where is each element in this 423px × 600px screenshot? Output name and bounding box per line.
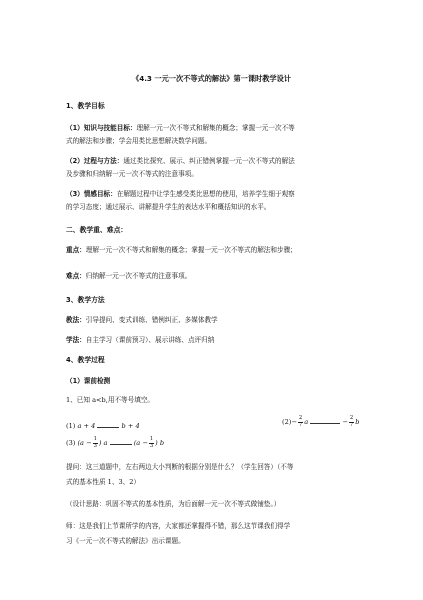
section-4-heading: 4、教学过程 bbox=[66, 356, 105, 364]
exercise-2 bbox=[282, 416, 359, 428]
fraction-denominator: 3 bbox=[93, 442, 97, 449]
teaching-method-text: 引导提问、变式训练、错例纠正、多媒体教学 bbox=[85, 316, 218, 324]
exercise-3-left-open: (a − bbox=[77, 439, 92, 447]
section-1-heading: 1、教学目标 bbox=[66, 102, 105, 110]
fraction-denominator: 7 bbox=[349, 421, 354, 428]
exercise-2-fraction-right bbox=[349, 416, 354, 428]
key-point-text: 理解一元一次不等式和解集的概念；掌握一元一次不等式的解法和步骤； bbox=[85, 246, 297, 254]
exercise-3-left-close: ) a bbox=[98, 439, 108, 447]
fraction-numerator: 2 bbox=[298, 415, 303, 421]
objective-3-line-1 bbox=[66, 190, 295, 199]
difficulty-label: 难点： bbox=[66, 272, 86, 280]
section-2-heading: 二、教学重、难点： bbox=[66, 226, 128, 234]
fraction-numerator: 1 bbox=[149, 436, 154, 442]
exercise-2-blank bbox=[310, 416, 340, 424]
key-point-line bbox=[66, 246, 297, 255]
learning-method-label: 学法： bbox=[66, 336, 86, 344]
fraction-numerator: 1 bbox=[93, 436, 97, 442]
exercise-3-fraction-left bbox=[93, 437, 98, 449]
learning-method-line bbox=[66, 336, 214, 345]
objective-3-text-a: 在解题过程中让学生感受类比思想的使用，培养学生细于观察 bbox=[116, 190, 295, 198]
exercise-3-number: (3) bbox=[66, 439, 76, 447]
exercise-3-right-open: (a − bbox=[133, 439, 148, 447]
objective-1-line-1 bbox=[66, 124, 295, 133]
question-1: 1、已知 a<b,用不等号填空。 bbox=[66, 396, 155, 404]
fraction-numerator: 2 bbox=[349, 415, 354, 421]
exercise-3 bbox=[66, 437, 164, 449]
objective-3-line-2: 的学习态度；通过展示、讲解提升学生的表达水平和概括知识的水平。 bbox=[66, 203, 271, 211]
objective-3-label: （3）情感目标： bbox=[66, 190, 117, 198]
document-title: 《4.3 一元一次不等式的解法》第一课时教学设计 bbox=[132, 74, 291, 83]
objective-1-text-a: 理解一元一次不等式和解集的概念；掌握一元一次不等 bbox=[136, 124, 295, 132]
exercise-2-minus-left: − bbox=[291, 418, 297, 426]
learning-method-text: 自主学习（课前预习）、展示讲练、点评归纳 bbox=[85, 336, 215, 344]
objective-1-label: （1）知识与技能目标： bbox=[66, 124, 137, 132]
exercise-1-number: (1) bbox=[66, 422, 76, 430]
question-prompt-line-2: 式的基本性质 1、3、2） bbox=[66, 478, 141, 486]
exercise-2-fraction-left bbox=[298, 416, 303, 428]
exercise-1-right: b + 4 bbox=[121, 422, 140, 430]
objective-2-label: （2）过程与方法： bbox=[66, 157, 124, 165]
exercise-2-number: (2) bbox=[282, 418, 292, 426]
objective-1-line-2: 式的解法和步骤；学会用类比思想解决数学问题。 bbox=[66, 137, 212, 145]
pre-class-check-heading: （1）课前检测 bbox=[66, 377, 111, 385]
exercise-1-left: a + 4 bbox=[77, 422, 96, 430]
fraction-denominator: 3 bbox=[149, 442, 154, 449]
teacher-remark-line-2: 习《一元一次不等式的解法》出示课题。 bbox=[66, 537, 185, 545]
teaching-method-label: 教法： bbox=[66, 316, 86, 324]
design-note: （设计思路：巩固不等式的基本性质，为后面解一元一次不等式做铺垫。） bbox=[66, 500, 281, 508]
objective-2-line-2: 及步骤和归纳解一元一次不等式的注意事项。 bbox=[66, 170, 198, 178]
exercise-1 bbox=[66, 420, 140, 431]
exercise-3-fraction-right bbox=[149, 437, 154, 449]
objective-2-text-a: 通过类比探究、展示、纠正错例掌握一元一次不等式的解法 bbox=[123, 157, 295, 165]
teaching-method-line bbox=[66, 316, 218, 325]
key-point-label: 重点： bbox=[66, 246, 86, 254]
difficulty-line bbox=[66, 272, 191, 281]
exercise-2-minus-right: − bbox=[342, 418, 348, 426]
section-3-heading: 3、教学方法 bbox=[66, 296, 105, 304]
fraction-denominator: 7 bbox=[298, 421, 303, 428]
exercise-2-right-var: b bbox=[355, 418, 360, 426]
exercise-1-blank bbox=[97, 420, 119, 428]
objective-2-line-1 bbox=[66, 157, 295, 166]
exercise-3-blank bbox=[110, 437, 132, 445]
question-prompt-line-1: 提问：这三道题中，左右两边大小判断的根据分别是什么？（学生回答）（不等 bbox=[66, 463, 294, 471]
teacher-remark-line-1: 师：这是我们上节课所学的内容，大家都还掌握得不错，那么这节课我们得学 bbox=[66, 522, 291, 530]
exercise-2-left-var: a bbox=[304, 418, 309, 426]
difficulty-text: 归纳解一元一次不等式的注意事项。 bbox=[85, 272, 192, 280]
exercise-3-right-close: ) b bbox=[155, 439, 165, 447]
